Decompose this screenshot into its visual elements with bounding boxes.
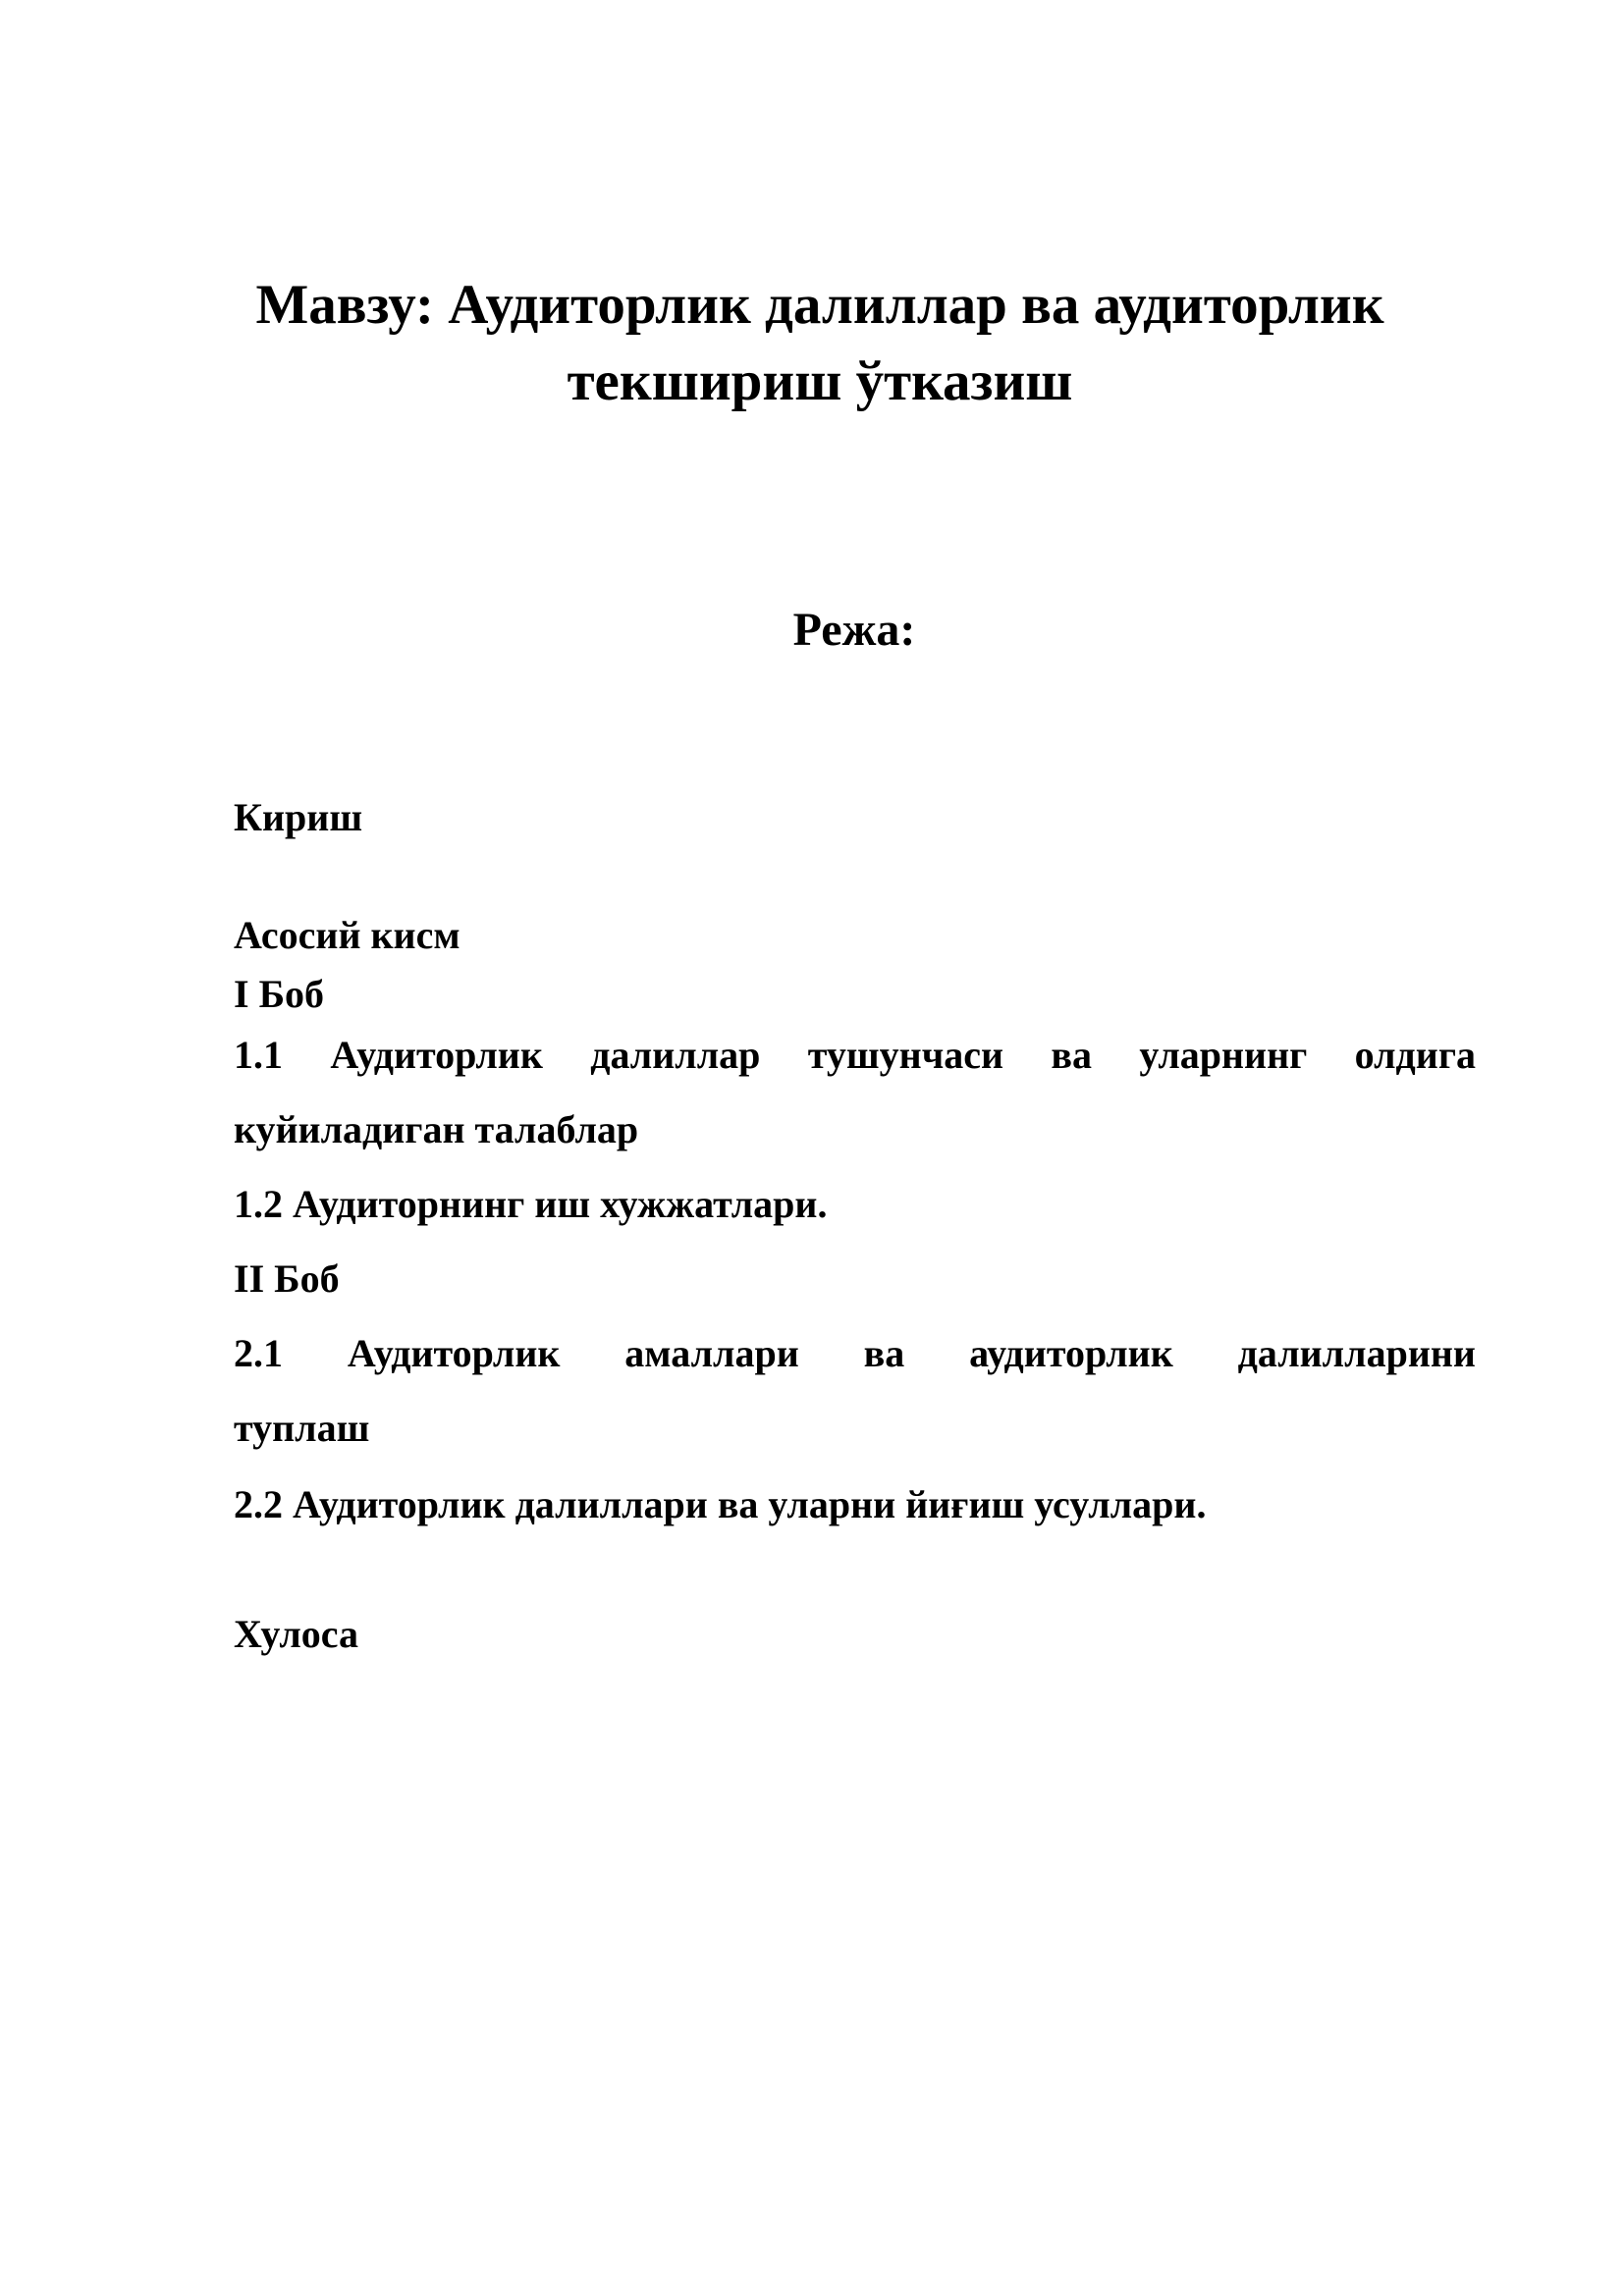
plan-item-1-1-word: олдига xyxy=(1354,1033,1476,1077)
plan-item-2-1-continuation: туплаш xyxy=(234,1406,370,1450)
plan-item-1-1-word: далиллар xyxy=(590,1033,761,1077)
plan-item-1-1-continuation: куйиладиган талаблар xyxy=(234,1107,639,1151)
plan-item-1-1-word: ва xyxy=(1051,1033,1092,1077)
plan-item-1-1 xyxy=(234,1031,1476,1080)
plan-item-1-1-word: Аудиторлик xyxy=(330,1033,543,1077)
plan-item-conclusion: Хулоса xyxy=(234,1612,359,1656)
plan-item-2-1 xyxy=(234,1329,1476,1378)
plan-item-2-1-word: 2.1 xyxy=(234,1331,283,1375)
plan-item-2-1-word: далилларини xyxy=(1237,1331,1476,1375)
plan-item-chapter-2: II Боб xyxy=(234,1256,340,1301)
title-line-1: Мавзу: Аудиторлик далиллар ва аудиторлик xyxy=(255,274,1384,336)
plan-item-1-1-word: уларнинг xyxy=(1139,1033,1308,1077)
plan-item-2-2: 2.2 Аудиторлик далиллари ва уларни йиғиш усуллари. xyxy=(234,1482,1207,1526)
plan-item-chapter-1: I Боб xyxy=(234,972,325,1016)
plan-item-1-2: 1.2 Аудиторнинг иш хужжатлари. xyxy=(234,1182,828,1226)
plan-item-main-part: Асосий кисм xyxy=(234,913,460,957)
document-title xyxy=(196,267,1443,420)
plan-heading: Режа: xyxy=(792,604,916,656)
plan-item-1-1-word: тушунчаси xyxy=(807,1033,1004,1077)
plan-item-1-1-word: 1.1 xyxy=(234,1033,283,1077)
plan-item-2-1-word: Аудиторлик xyxy=(347,1331,561,1375)
plan-item-2-1-word: амаллари xyxy=(624,1331,799,1375)
plan-item-2-1-word: аудиторлик xyxy=(969,1331,1173,1375)
plan-item-2-1-word: ва xyxy=(863,1331,905,1375)
plan-item-intro: Кириш xyxy=(234,795,363,839)
title-line-2: текшириш ўтказиш xyxy=(567,350,1073,412)
